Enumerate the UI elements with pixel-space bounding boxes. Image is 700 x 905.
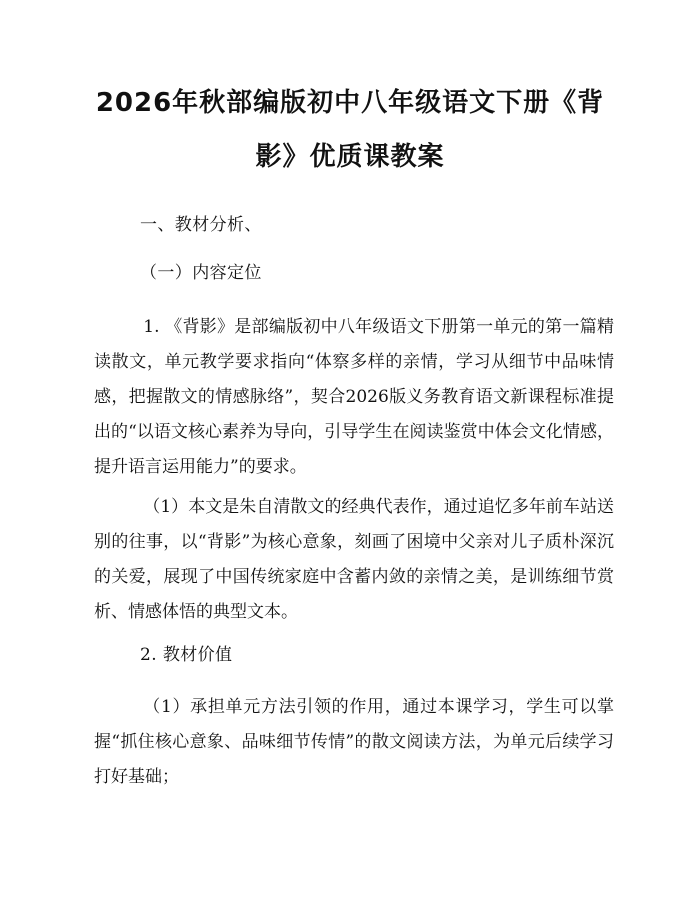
subsection-heading-content-position: （一）内容定位	[140, 263, 262, 283]
section-heading-1: 一、教材分析、	[140, 215, 262, 235]
document-title-line-2: 影》优质课教案	[255, 142, 445, 172]
paragraph-2: （1）本文是朱自清散文的经典代表作，通过追忆多年前车站送别的往事，以“背影”为核心意象，刻画了困境中父亲对儿子质朴深沉的关爱，展现了中国传统家庭中含蓄内敛的亲情之美，是训练细节赏析、情感体悟的典型文本。	[94, 497, 614, 622]
section-heading-2: 2. 教材价值	[140, 645, 233, 665]
paragraph-1: 1. 《背影》是部编版初中八年级语文下册第一单元的第一篇精读散文，单元教学要求指向“体察多样的亲情，学习从细节中品味情感，把握散文的情感脉络”，契合2026版义务教育语文新课程标准提出的“以语文核心素养为导向，引导学生在阅读鉴赏中体会文化情感，提升语言运用能力”的要求。	[94, 317, 614, 477]
document-title-line-1: 2026年秋部编版初中八年级语文下册《背	[95, 88, 605, 118]
paragraph-3: （1）承担单元方法引领的作用，通过本课学习，学生可以掌握“抓住核心意象、品味细节传情”的散文阅读方法，为单元后续学习打好基础；	[94, 697, 614, 787]
